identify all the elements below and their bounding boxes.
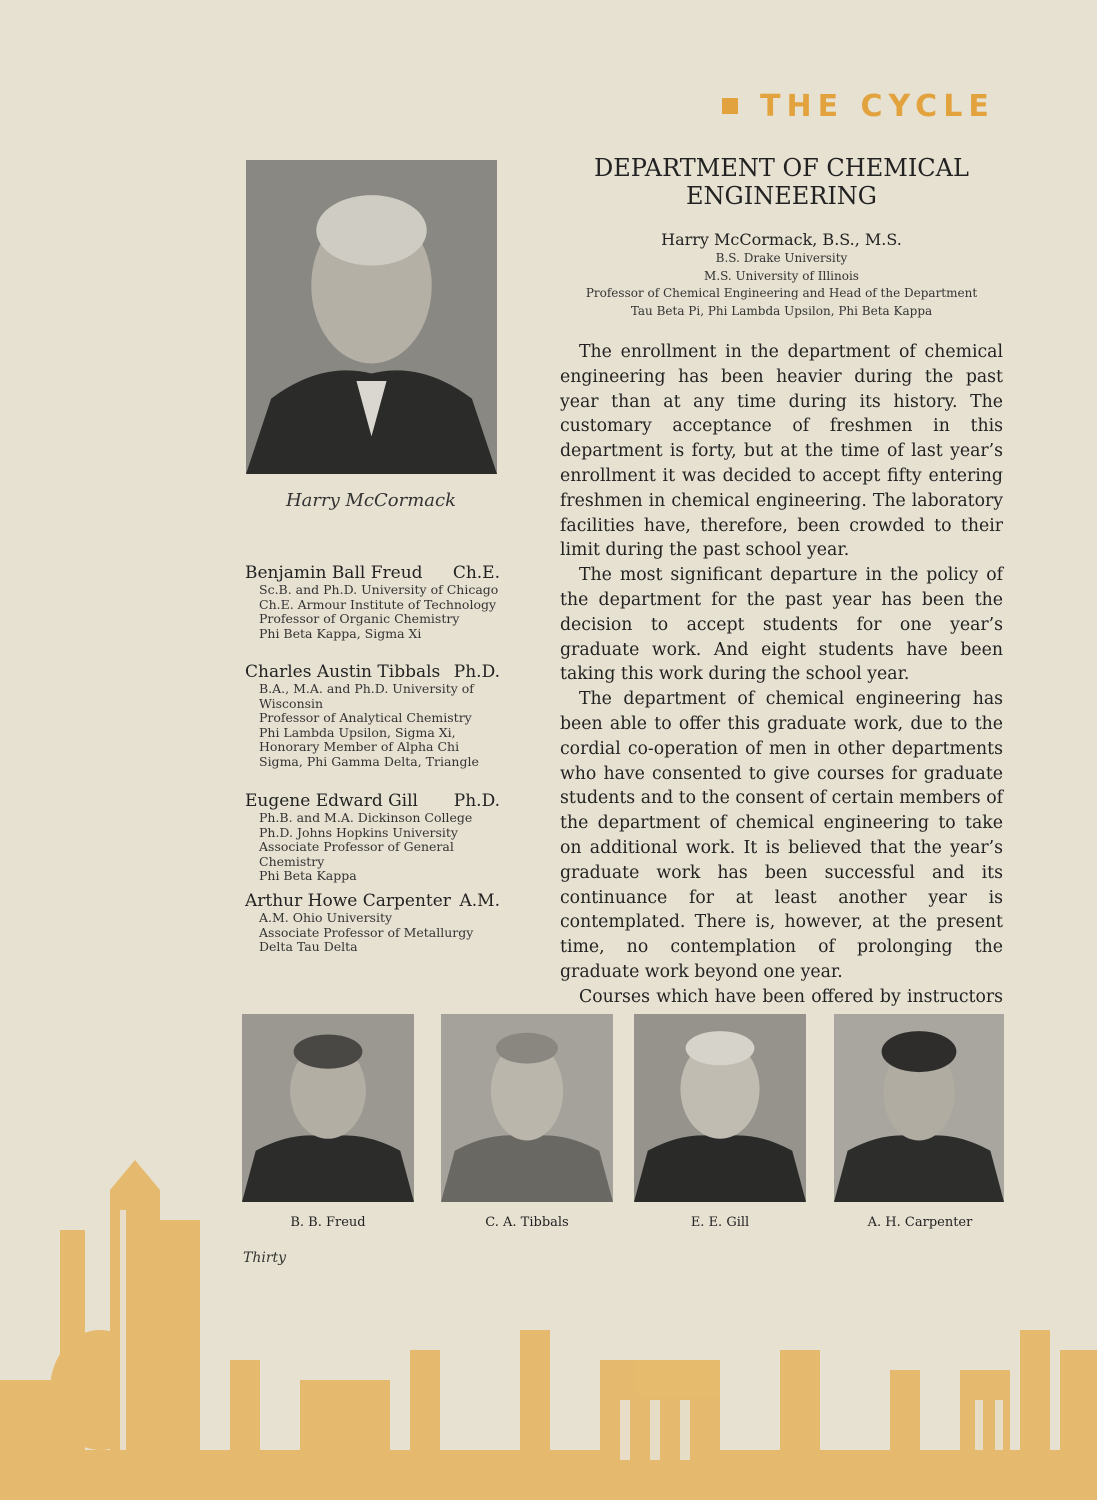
faculty-name: Charles Austin Tibbals [245, 662, 441, 682]
faculty-detail: Sc.B. and Ph.D. University of Chicago [259, 582, 499, 597]
page-number: Thirty [243, 1250, 287, 1266]
faculty-entry [245, 662, 500, 769]
department-title-line: ENGINEERING [686, 182, 877, 210]
body-paragraph: Courses which have been offered by instructors [579, 986, 1003, 1007]
header-square-icon [722, 98, 738, 114]
body-text [560, 340, 1003, 1034]
faculty-degree: A.M. [459, 891, 500, 911]
faculty-detail: A.M. Ohio University [259, 910, 393, 925]
department-title [560, 154, 1003, 210]
faculty-detail: Professor of Organic Chemistry [259, 611, 460, 626]
header-title: THE CYCLE [760, 88, 995, 124]
faculty-detail: Ph.B. and M.A. Dickinson College [259, 810, 473, 825]
faculty-degree: Ph.D. [453, 662, 500, 682]
photo-caption: E. E. Gill [690, 1215, 750, 1230]
department-head-name: Harry McCormack, B.S., M.S. [661, 230, 902, 249]
faculty-detail: Phi Lambda Upsilon, Sigma Xi, Honorary Member of Alpha Chi Sigma, Phi Gamma Delta, Triangle [259, 724, 479, 769]
portrait-image-icon [242, 1014, 414, 1202]
photo-caption: A. H. Carpenter [867, 1215, 973, 1230]
page-header [722, 86, 1012, 126]
photo-caption: B. B. Freud [290, 1215, 366, 1230]
faculty-entry [245, 891, 500, 955]
faculty-name: Benjamin Ball Freud [245, 563, 423, 583]
body-paragraph: The enrollment in the department of chemical engineering has been heavier during the past year than at any time during its history. The customary acceptance of freshmen in this department is forty, but at the time of last year’s enrollment it was decided to accept fifty entering freshmen in chemical engineering. The laboratory facilities have, therefore, been crowded to their limit during the past school year. [560, 342, 1003, 561]
department-head-detail: M.S. University of Illinois [704, 268, 859, 283]
photo-caption: C. A. Tibbals [485, 1215, 569, 1230]
faculty-detail: Phi Beta Kappa [259, 868, 357, 883]
faculty-detail: Professor of Analytical Chemistry [259, 710, 472, 725]
portrait-carpenter [834, 1014, 1004, 1202]
faculty-entry [245, 791, 500, 884]
portrait-image-icon [634, 1014, 806, 1202]
portrait-image-icon [246, 160, 497, 474]
faculty-detail: Ph.D. Johns Hopkins University [259, 824, 458, 840]
faculty-name: Arthur Howe Carpenter [245, 891, 451, 911]
portrait-freud [242, 1014, 414, 1202]
faculty-degree: Ph.D. [453, 791, 500, 811]
department-head-detail: Professor of Chemical Engineering and Head of the Department [585, 286, 978, 300]
skyline-illustration [0, 1150, 1097, 1500]
portrait-tibbals [441, 1014, 613, 1202]
faculty-entry [245, 563, 500, 641]
faculty-detail: Phi Beta Kappa, Sigma Xi [259, 625, 422, 641]
body-paragraph: The most significant departure in the policy of the department for the past year has been the decision to accept students for one year’s graduate work. And eight students have been taking this work during the school year. [560, 565, 1003, 685]
faculty-detail: Associate Professor of Metallurgy [259, 924, 474, 940]
department-head-detail: B.S. Drake University [715, 251, 848, 265]
department-head-detail: Tau Beta Pi, Phi Lambda Upsilon, Phi Beta Kappa [630, 303, 933, 318]
faculty-detail: Ch.E. Armour Institute of Technology [259, 596, 497, 612]
faculty-degree: Ch.E. [452, 563, 500, 583]
portrait-mccormack [246, 160, 497, 474]
faculty-name: Eugene Edward Gill [245, 791, 418, 811]
portrait-image-icon [441, 1014, 613, 1202]
body-paragraph: The department of chemical engineering has been able to offer this graduate work, due to the cordial co-operation of men in other departments who have consented to give courses for graduate students and to the consent of certain members of the department of chemical engineering to take on additional work. It is believed that the year’s graduate work has been successful and its continuance for at least another year is contemplated. There is, however, at the present time, no contemplation of prolonging the graduate work beyond one year. [560, 689, 1003, 982]
faculty-detail: B.A., M.A. and Ph.D. University of Wisconsin [259, 681, 474, 711]
portrait-image-icon [834, 1014, 1004, 1202]
faculty-detail: Associate Professor of General Chemistry [259, 839, 454, 869]
portrait-caption: Harry McCormack [285, 490, 457, 511]
department-head-block [560, 230, 1003, 320]
department-title-line: DEPARTMENT OF CHEMICAL [594, 154, 969, 182]
portrait-gill [634, 1014, 806, 1202]
faculty-detail: Delta Tau Delta [259, 939, 358, 954]
